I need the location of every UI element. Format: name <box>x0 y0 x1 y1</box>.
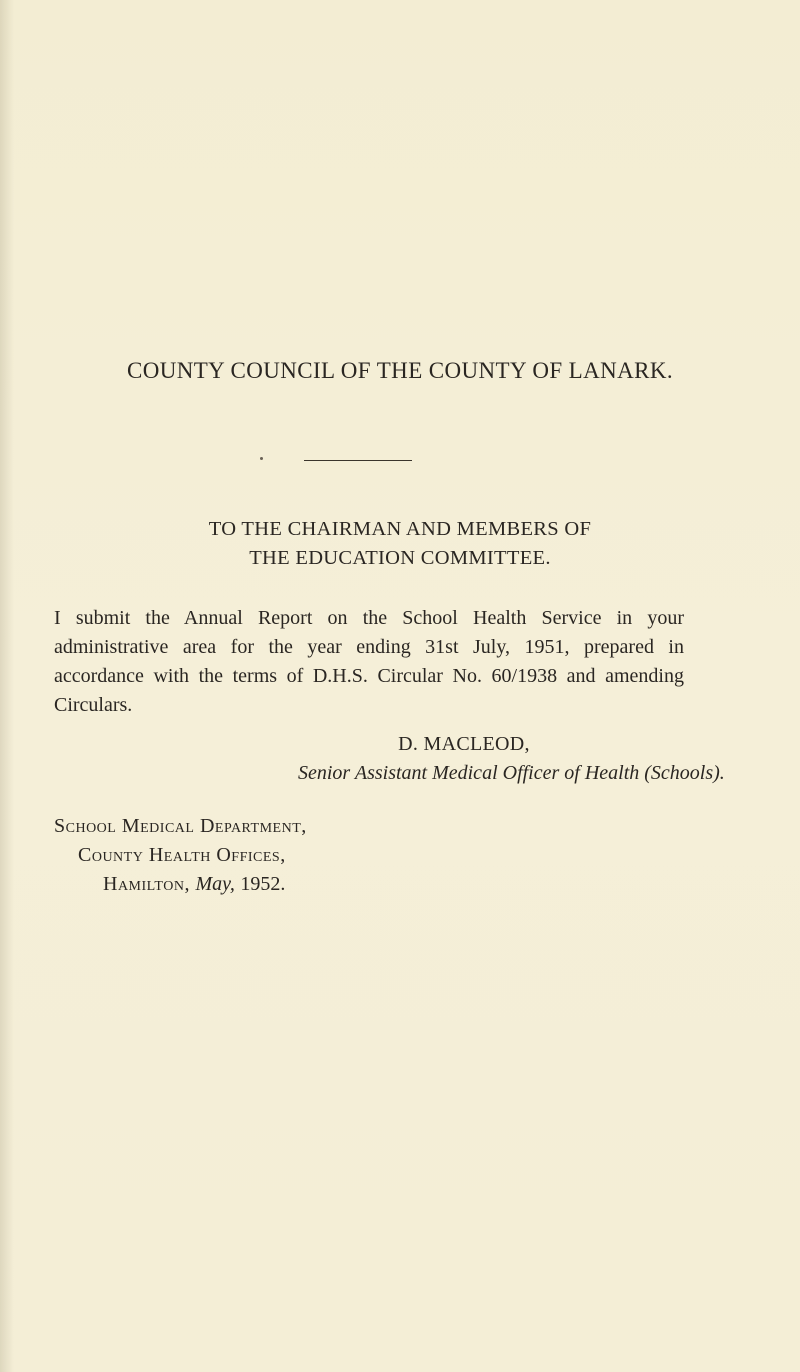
address-month: May, <box>195 873 235 895</box>
address-place: Hamilton, <box>103 873 190 895</box>
address-line-3 <box>103 873 285 896</box>
address-year: 1952. <box>240 873 286 895</box>
addressee-line-2: THE EDUCATION COMMITTEE. <box>249 547 551 569</box>
section-rule <box>304 460 412 461</box>
report-paragraph: I submit the Annual Report on the School Health Service in your administrative area for the year ending 31st July, 1951, prepared in accordance with the terms of D.H.S. Circular No. 60/1938 and amending Circulars. <box>54 607 684 716</box>
addressee-line-1: TO THE CHAIRMAN AND MEMBERS OF <box>208 518 592 540</box>
signatory-title: Senior Assistant Medical Officer of Health (Schools). <box>298 762 725 784</box>
address-line-2: County Health Offices, <box>78 844 286 866</box>
address-line-1: School Medical Department, <box>54 815 307 837</box>
rule-dot <box>260 457 263 460</box>
signatory-name: D. MACLEOD, <box>398 733 530 755</box>
page-edge-shadow <box>0 0 14 1372</box>
council-heading: COUNTY COUNCIL OF THE COUNTY OF LANARK. <box>126 358 674 383</box>
